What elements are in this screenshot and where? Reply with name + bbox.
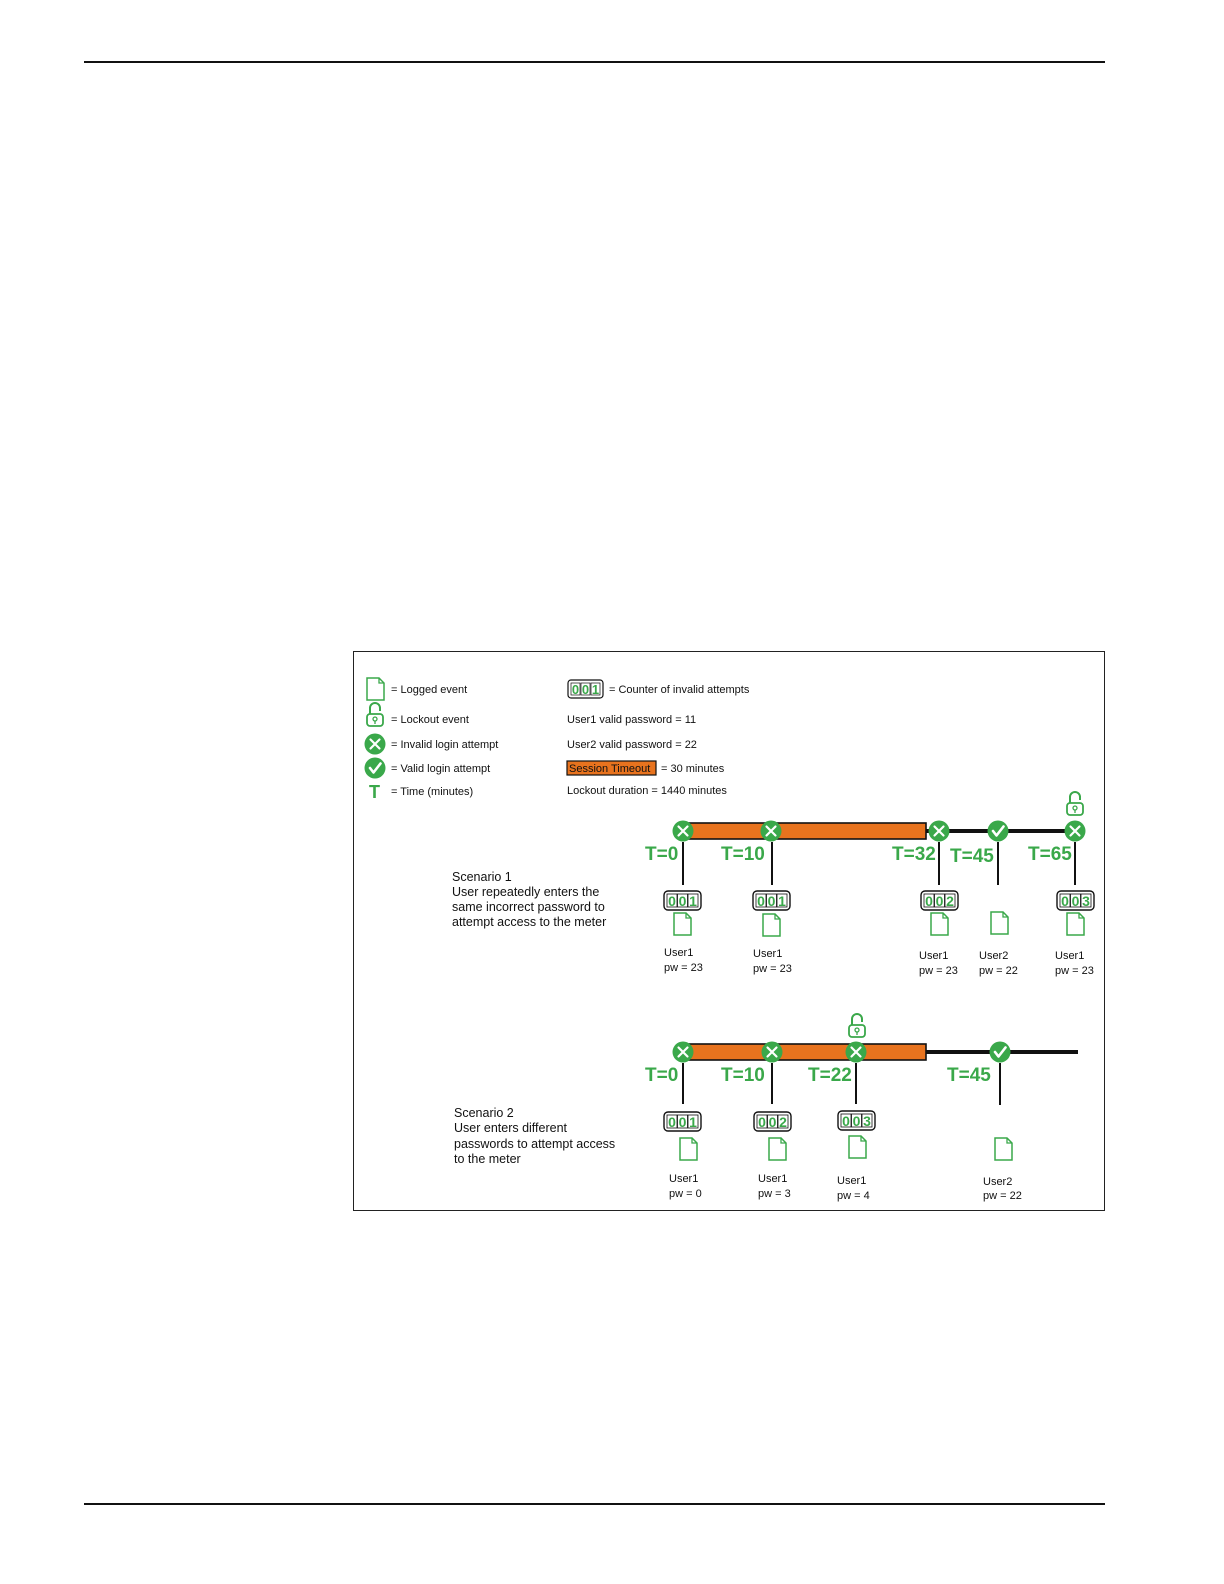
counter-digit: 0: [768, 1114, 777, 1130]
event: [721, 1042, 791, 1201]
logged-event-icon: [367, 678, 384, 700]
event-user: User2: [979, 950, 1009, 962]
event-password: pw = 3: [758, 1188, 791, 1200]
counter-digit: 0: [668, 1114, 676, 1130]
time-label: T=32: [892, 844, 936, 865]
logged-event-icon: [931, 913, 948, 935]
counter-digit: 0: [935, 893, 944, 909]
valid-attempt-icon: [988, 821, 1009, 842]
session-timeout-bar: [683, 1044, 926, 1060]
counter-digit: 0: [767, 893, 776, 909]
logged-event-icon: [763, 914, 780, 936]
event: [947, 1042, 1022, 1203]
counter-digit: 1: [689, 1114, 697, 1130]
counter-digit: 0: [1061, 893, 1069, 909]
counter-digit: 0: [757, 893, 765, 909]
lockout-icon: [1067, 792, 1083, 815]
event-password: pw = 23: [664, 962, 703, 974]
scenario-2: [454, 1014, 1078, 1202]
session-timeout-bar: [683, 823, 926, 839]
attempt-counter: [664, 891, 701, 910]
logged-event-icon: [991, 912, 1008, 934]
lockout-icon: [849, 1014, 865, 1037]
attempt-counter: [754, 1112, 791, 1131]
logged-event-icon: [769, 1138, 786, 1160]
event-user: User1: [758, 1173, 788, 1185]
legend-session-timeout-label: Session Timeout: [569, 763, 651, 775]
event-user: User1: [837, 1175, 867, 1187]
logged-event-icon: [849, 1136, 866, 1158]
legend-counter-digit: 1: [591, 682, 600, 697]
invalid-attempt-icon: [929, 821, 950, 842]
time-label: T=10: [721, 1065, 765, 1086]
time-label: T=65: [1028, 844, 1072, 865]
scenario-1-desc-line: same incorrect password to: [452, 900, 605, 914]
invalid-attempt-icon: [761, 821, 782, 842]
attempt-counter: [1057, 891, 1094, 910]
invalid-attempt-icon: [846, 1042, 867, 1063]
legend-user1-password: User1 valid password = 11: [567, 714, 697, 726]
legend-time: = Time (minutes): [391, 786, 474, 798]
counter-digit: 0: [852, 1113, 861, 1129]
attempt-counter: [664, 1112, 701, 1131]
event-user: User1: [1055, 950, 1085, 962]
invalid-attempt-icon: [762, 1042, 783, 1063]
lockout-diagram: [353, 651, 1105, 1211]
attempt-counter: [838, 1111, 875, 1130]
counter-digit: 3: [1082, 893, 1090, 909]
event-user: User1: [669, 1173, 699, 1185]
scenario-2-desc-line: to the meter: [454, 1152, 521, 1166]
logged-event-icon: [1067, 913, 1084, 935]
event-password: pw = 0: [669, 1188, 702, 1200]
time-label: T=0: [645, 1065, 679, 1086]
invalid-attempt-icon: [673, 821, 694, 842]
scenario-1-desc-line: User repeatedly enters the: [452, 885, 600, 899]
valid-attempt-icon: [365, 758, 386, 779]
legend-counter-digit: 0: [571, 682, 580, 697]
invalid-attempt-icon: [1065, 821, 1086, 842]
scenario-2-desc-line: User enters different: [454, 1121, 568, 1135]
footer-rule: [84, 1503, 1105, 1505]
logged-event-icon: [674, 913, 691, 935]
valid-attempt-icon: [990, 1042, 1011, 1063]
counter-digit: 1: [689, 893, 697, 909]
legend: [365, 678, 750, 802]
diagram-canvas: [354, 652, 1106, 1212]
legend-lockout-event: = Lockout event: [391, 714, 469, 726]
event: [645, 821, 703, 975]
legend-counter-digit: 0: [581, 682, 590, 697]
legend-counter: [568, 680, 603, 698]
counter-digit: 0: [668, 893, 676, 909]
event: [892, 821, 958, 978]
header-rule: [84, 61, 1105, 63]
counter-digit: 0: [678, 1114, 687, 1130]
counter-digit: 3: [863, 1113, 871, 1129]
event-user: User2: [983, 1176, 1013, 1188]
time-label: T=45: [947, 1065, 991, 1086]
event-user: User1: [919, 950, 949, 962]
counter-digit: 2: [779, 1114, 787, 1130]
legend-logged-event: = Logged event: [391, 684, 468, 696]
scenario-1: [452, 792, 1094, 977]
legend-session-timeout-value: = 30 minutes: [661, 763, 725, 775]
legend-lockout-duration: Lockout duration = 1440 minutes: [567, 785, 727, 797]
counter-digit: 0: [842, 1113, 850, 1129]
attempt-counter: [921, 891, 958, 910]
scenario-2-desc-line: passwords to attempt access: [454, 1137, 616, 1151]
scenario-1-title: Scenario 1: [452, 870, 512, 884]
event-password: pw = 23: [919, 965, 958, 977]
counter-digit: 0: [1071, 893, 1080, 909]
counter-digit: 0: [758, 1114, 766, 1130]
invalid-attempt-icon: [673, 1042, 694, 1063]
time-label: T=10: [721, 844, 765, 865]
event-user: User1: [753, 948, 783, 960]
counter-digit: 2: [946, 893, 954, 909]
time-label: T=0: [645, 844, 679, 865]
time-label: T=22: [808, 1065, 852, 1086]
logged-event-icon: [995, 1138, 1012, 1160]
legend-user2-password: User2 valid password = 22: [567, 739, 697, 751]
counter-digit: 1: [778, 893, 786, 909]
counter-digit: 0: [925, 893, 933, 909]
counter-digit: 0: [678, 893, 687, 909]
legend-valid-attempt: = Valid login attempt: [391, 763, 491, 775]
event-password: pw = 4: [837, 1190, 870, 1202]
legend-counter-text: = Counter of invalid attempts: [609, 684, 750, 696]
scenario-1-desc-line: attempt access to the meter: [452, 915, 607, 929]
invalid-attempt-icon: [365, 734, 386, 755]
time-symbol-icon: T: [369, 782, 380, 802]
event-password: pw = 22: [983, 1190, 1022, 1202]
time-label: T=45: [950, 846, 994, 867]
event: [1028, 792, 1094, 977]
logged-event-icon: [680, 1138, 697, 1160]
attempt-counter: [753, 891, 790, 910]
event: [950, 821, 1018, 978]
scenario-2-title: Scenario 2: [454, 1106, 514, 1120]
event-password: pw = 23: [753, 963, 792, 975]
event-password: pw = 22: [979, 965, 1018, 977]
event: [645, 1042, 702, 1201]
lockout-icon: [367, 703, 383, 726]
event: [808, 1014, 875, 1202]
event-user: User1: [664, 947, 694, 959]
legend-invalid-attempt: = Invalid login attempt: [391, 739, 499, 751]
event-password: pw = 23: [1055, 965, 1094, 977]
event: [721, 821, 792, 976]
